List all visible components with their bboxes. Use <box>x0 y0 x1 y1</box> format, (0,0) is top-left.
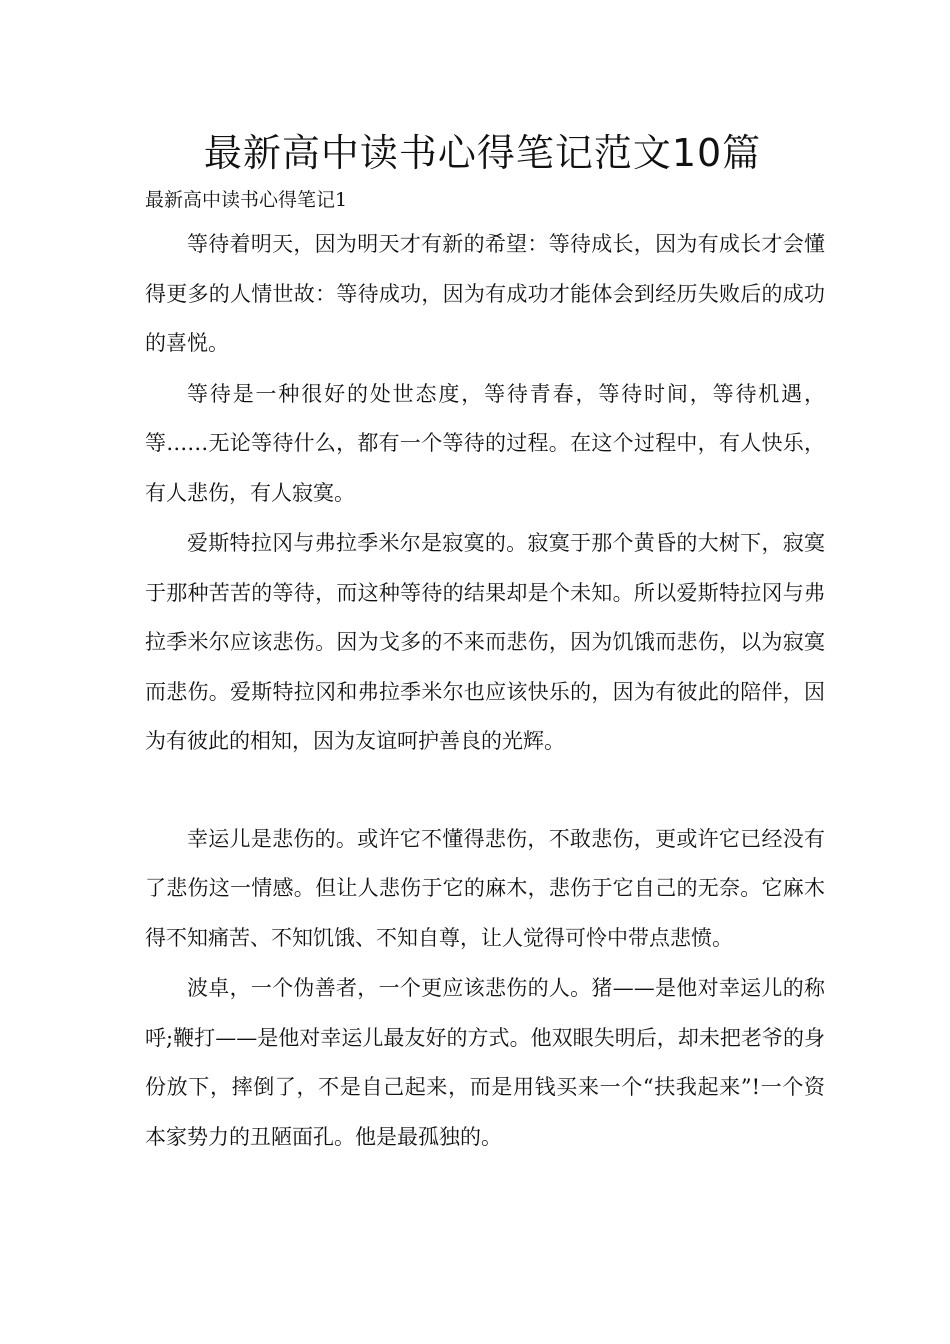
paragraph-1: 等待着明天，因为明天才有新的希望：等待成长，因为有成长才会懂得更多的人情世故：等待成功，因为有成功才能体会到经历失败后的成功的喜悦。 <box>145 232 825 355</box>
paragraph-5: 波卓，一个伪善者，一个更应该悲伤的人。猪——是他对幸运儿的称呼;鞭打——是他对幸运儿最友好的方式。他双眼失明后，却未把老爷的身份放下，摔倒了，不是自己起来，而是用钱买来一个“扶我起来”!一个资本家势力的丑陋面孔。他是最孤独的。 <box>145 976 825 1149</box>
paragraph-2: 等待是一种很好的处世态度，等待青春，等待时间，等待机遇，等……无论等待什么，都有一个等待的过程。在这个过程中，有人快乐，有人悲伤，有人寂寞。 <box>145 381 825 505</box>
body-text <box>145 220 825 1162</box>
section-heading: 最新高中读书心得笔记1 <box>145 189 348 211</box>
paragraph-4: 幸运儿是悲伤的。或许它不懂得悲伤，不敢悲伤，更或许它已经没有了悲伤这一情感。但让人悲伤于它的麻木，悲伤于它自己的无奈。它麻木得不知痛苦、不知饥饿、不知自尊，让人觉得可怜中带点悲愤。 <box>145 826 825 950</box>
document-title: 最新高中读书心得笔记范文10篇 <box>203 131 762 175</box>
paragraph-3: 爱斯特拉冈与弗拉季米尔是寂寞的。寂寞于那个黄昏的大树下，寂寞于那种苦苦的等待，而这种等待的结果却是个未知。所以爱斯特拉冈与弗拉季米尔应该悲伤。因为戈多的不来而悲伤，因为饥饿而悲伤，以为寂寞而悲伤。爱斯特拉冈和弗拉季米尔也应该快乐的，因为有彼此的陪伴，因为有彼此的相知，因为友谊呵护善良的光辉。 <box>145 531 825 753</box>
